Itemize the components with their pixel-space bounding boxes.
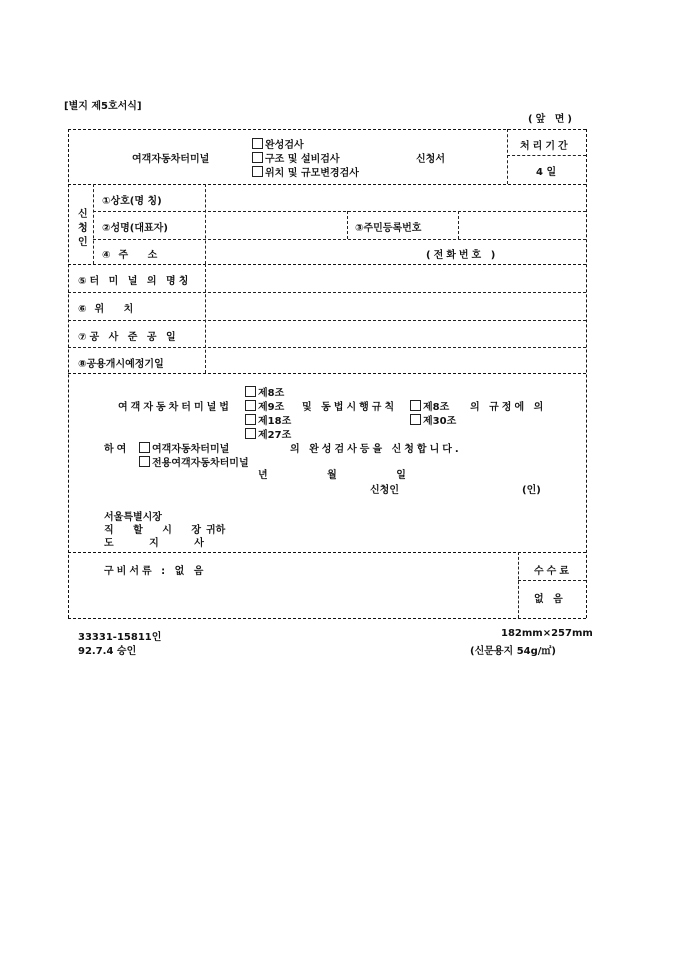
law-article-27[interactable]: 제27조 [245,426,291,441]
phone-label: (전화번호 ) [426,250,499,261]
addressee-province: 도 지 사 [104,538,220,549]
option-location-change-inspection[interactable]: 위치 및 규모변경검사 [252,164,359,179]
checkbox-icon [245,400,256,411]
page-side-label: (앞 면) [528,114,575,125]
checkbox-icon [252,166,263,177]
location-label: ⑥위 치 [78,304,142,315]
checkbox-icon [245,386,256,397]
fee-label: 수수료 [534,566,572,577]
law-article-18[interactable]: 제18조 [245,412,291,427]
checkbox-icon [410,414,421,425]
paper-size: 182mm×257mm [501,628,593,639]
statement-line2-tail: 의 완성검사등을 신청합니다. [290,444,462,455]
fee-value: 없 음 [534,594,566,605]
application-date[interactable]: 년 월 일 [258,470,434,481]
applicant-group-label-2: 청 [78,223,88,234]
processing-period-label: 처리기간 [520,141,571,152]
trade-name-label: ①상호(명 칭) [102,196,162,207]
completion-date-label: ⑦공 사 준 공 일 [78,332,179,343]
approval-date: 92.7.4 승인 [78,646,137,657]
addressee-honorific: 귀하 [206,525,226,536]
terminal-type-dedicated[interactable]: 전용여객자동차터미널 [139,454,249,469]
statement-line2-prefix: 하여 [104,444,130,455]
checkbox-icon [139,456,150,467]
address-label: ④주 소 [102,250,166,261]
resident-number-label: ③주민등록번호 [355,223,422,234]
opening-date-label: ⑧공용개시예정기일 [78,359,164,370]
seal-mark: (인) [522,485,541,496]
name-label: ②성명(대표자) [102,223,168,234]
addressee-city: 직 할 시 장 [104,525,210,536]
processing-period-value: 4 일 [536,167,557,178]
checkbox-icon [245,428,256,439]
form-reference: [별지 제5호서식] [64,101,142,112]
option-structure-inspection[interactable]: 구조 및 설비검사 [252,150,340,165]
applicant-signature-label: 신청인 [370,485,399,496]
checkbox-icon [410,400,421,411]
statement-tail: 의 규정에 의 [470,402,547,413]
paper-type: (신문용지 54g/㎡) [470,646,556,657]
option-completion-inspection[interactable]: 완성검사 [252,136,304,151]
addressee-seoul: 서울특별시장 [104,512,162,523]
required-documents: 구비서류 : 없 음 [104,566,207,577]
statement-law: 여객자동차터미널법 [118,402,232,413]
checkbox-icon [252,152,263,163]
rule-article-30[interactable]: 제30조 [410,412,456,427]
form-title-suffix: 신청서 [416,154,445,165]
form-title: 여객자동차터미널 [132,154,210,165]
law-article-8[interactable]: 제8조 [245,384,284,399]
terminal-type-general[interactable]: 여객자동차터미널 [139,440,229,455]
form-code: 33331-15811인 [78,632,162,643]
checkbox-icon [245,414,256,425]
applicant-group-label-3: 인 [78,237,88,248]
rule-article-8[interactable]: 제8조 [410,398,449,413]
applicant-group-label-1: 신 [78,209,88,220]
law-article-9[interactable]: 제9조 [245,398,284,413]
statement-connector: 및 동법시행규칙 [302,402,398,413]
checkbox-icon [252,138,263,149]
terminal-name-label: ⑤터 미 널 의 명칭 [78,276,192,287]
checkbox-icon [139,442,150,453]
